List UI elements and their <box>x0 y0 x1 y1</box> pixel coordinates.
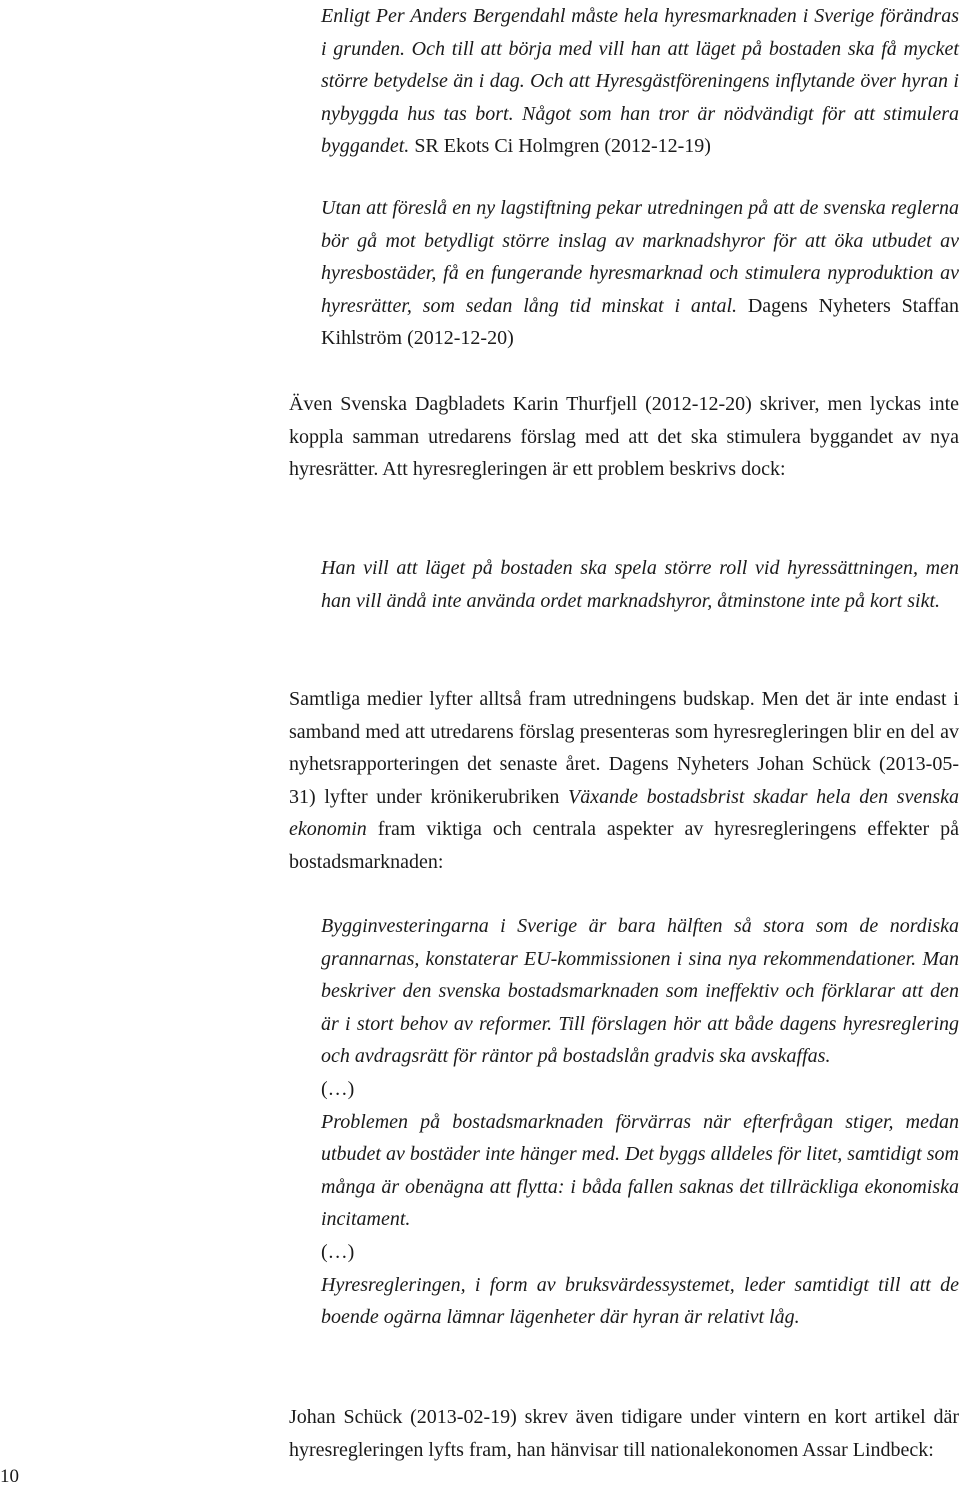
quote-paragraph: Problemen på bostadsmarknaden förvärras när efterfrågan stiger, medan utbudet av bostäder inte hänger med. Det byggs alldeles för litet, samtidigt som många är obenägna att flytta: i båda fallen saknas det tillräckliga ekonomiska incitament. <box>321 1110 959 1231</box>
paragraph-lindbeck: Johan Schück (2013-02-19) skrev även tidigare under vintern en kort artikel där hyresregleringen lyfts fram, han hänvisar till nationalekonomen Assar Lindbeck: <box>289 1406 959 1461</box>
paragraph-thurfjell: Även Svenska Dagbladets Karin Thurfjell (2012-12-20) skriver, men lyckas inte koppla samman utredarens förslag med att det ska stimulera byggandet av nya hyresrätter. Att hyresregleringen är ett problem beskrivs dock: <box>289 393 959 481</box>
quote-source: SR Ekots Ci Holmgren (2012-12-19) <box>414 135 711 158</box>
quote-source: Dagens Nyheters Staffan Kihlström (2012-12-20) <box>321 294 959 350</box>
quote-paragraph: Bygginvesteringarna i Sverige är bara hälften så stora som de nordiska grannarnas, konstaterar EU-kommissionen i sina nya rekommendationer. Man beskriver den svenska bostadsmarknaden som ineffektiv och förklarar att den är i stort behov av reformer. Till förslagen hör att både dagens hyresreglering och avdragsrätt för räntor på bostadslån gradvis ska avskaffas. <box>321 915 959 1068</box>
page-number: 10 <box>0 1466 19 1487</box>
quote-ellipsis: (…) <box>321 1077 355 1100</box>
quote-paragraph: Hyresregleringen, i form av bruksvärdessystemet, leder samtidigt till att de boende ogärna lämnar lägenheter där hyran är relativt låg. <box>321 1273 959 1329</box>
quote-schuck <box>321 910 959 1334</box>
quote-svd: Han vill att läget på bostaden ska spela större roll vid hyressättningen, men han vill ändå inte använda ordet marknadshyror, åtminstone inte på kort sikt. <box>321 557 959 612</box>
quote-text: Enligt Per Anders Bergendahl måste hela hyresmarknaden i Sverige förändras i grunden. Och till att börja med vill han att läget på bostaden ska få mycket större betydelse än i dag. Och att Hyresgästföreningens inflytande över hyran i nybyggda hus tas bort. Något som han tror är nödvändigt för att stimulera byggandet. <box>321 5 959 158</box>
paragraph-text: fram viktiga och centrala aspekter av hyresregleringens effekter på bostadsmarknaden: <box>289 818 959 873</box>
quote-text: Utan att föreslå en ny lagstiftning pekar utredningen på att de svenska reglerna bör gå mot betydligt större inslag av marknadshyror för att öka utbudet av hyresbostäder, få en fungerande hyresmarknad och stimulera nyproduktion av hyresrätter, som sedan lång tid minskat i antal. <box>321 197 959 317</box>
quote-bergendahl <box>321 0 959 163</box>
quote-kihlstrom <box>321 192 959 355</box>
paragraph-text: Samtliga medier lyfter alltså fram utredningens budskap. Men det är inte endast i samband med att utredarens förslag presenteras som hyresregleringen blir en del av nyhetsrapporteringen det senaste året. Dagens Nyheters Johan Schück (2013-05-31) lyfter under krönikerubriken <box>289 688 959 808</box>
column-title: Växande bostadsbrist skadar hela den svenska ekonomin <box>289 785 959 841</box>
paragraph-schuck <box>289 683 959 879</box>
quote-ellipsis: (…) <box>321 1240 355 1263</box>
